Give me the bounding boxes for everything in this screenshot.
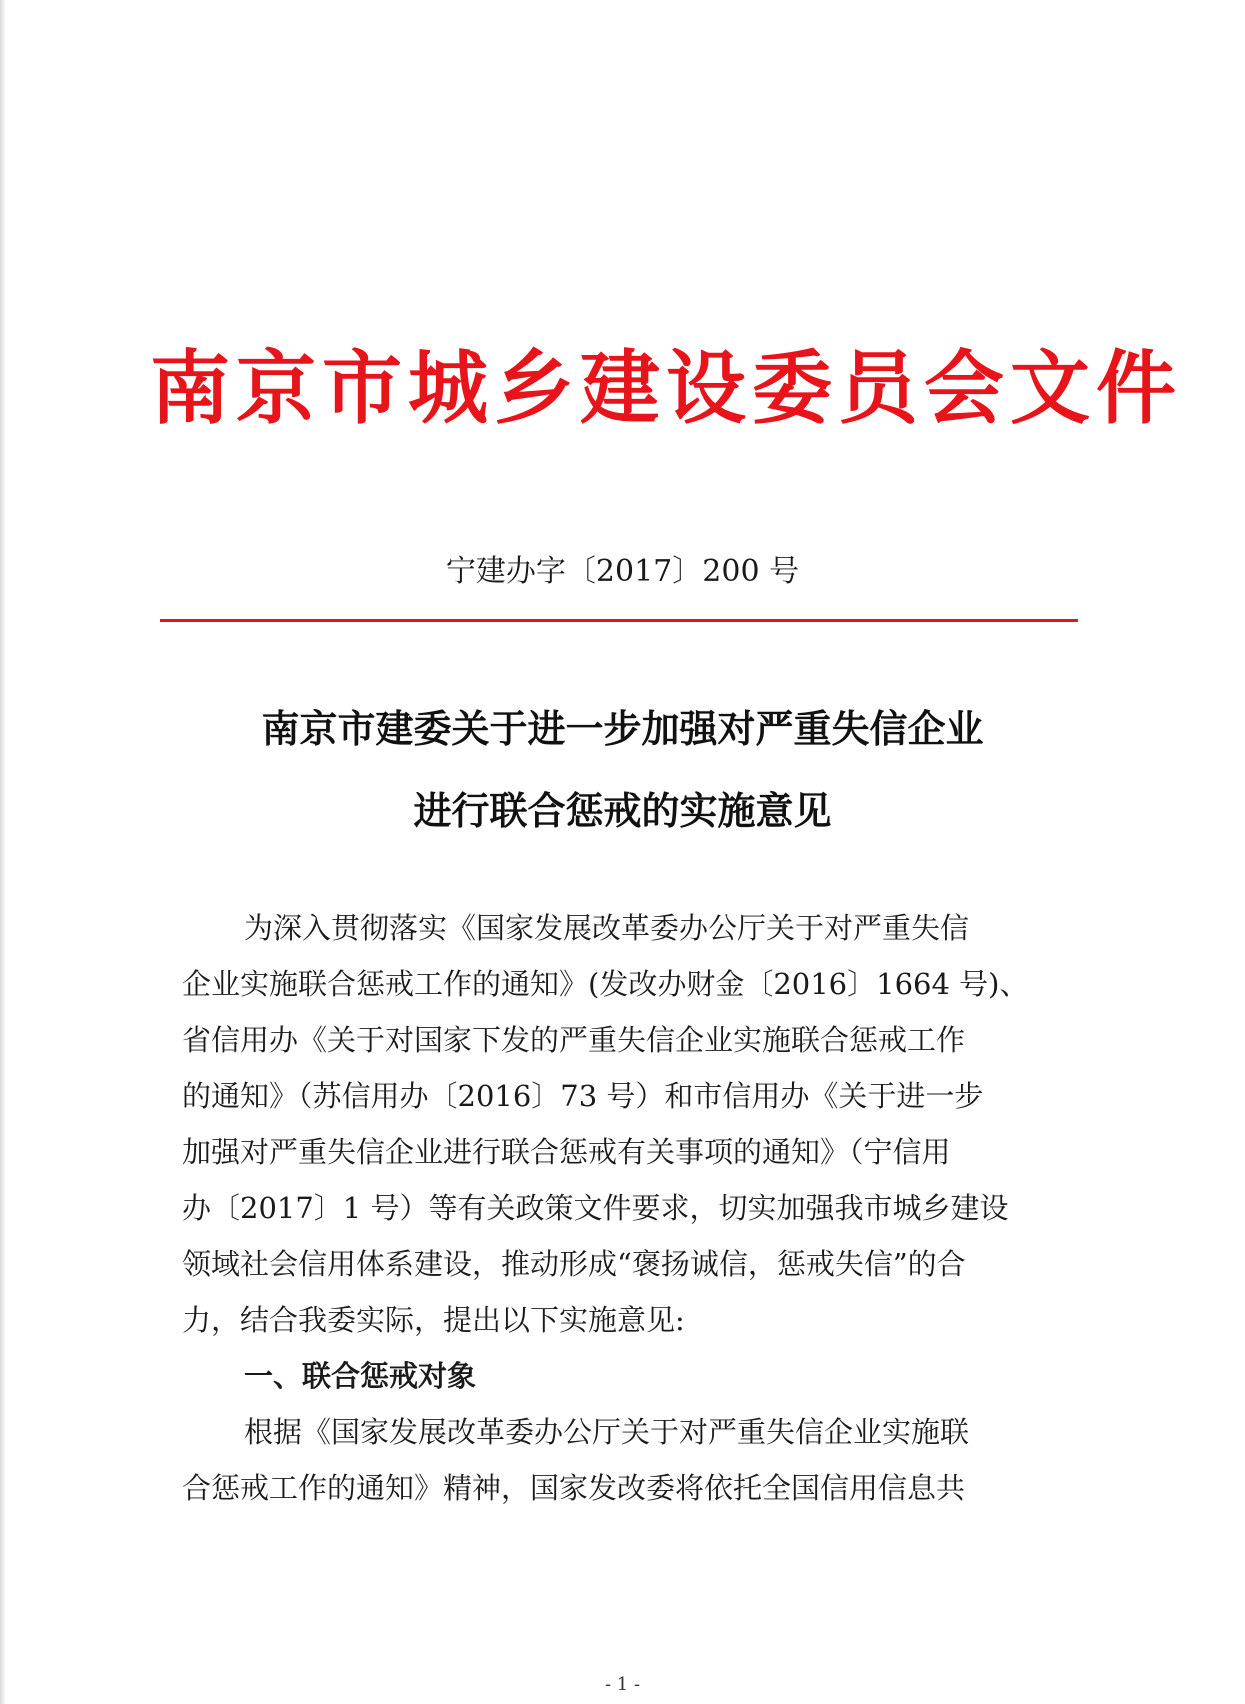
document-heading-line-1: 南京市建委关于进一步加强对严重失信企业 — [261, 707, 984, 751]
scan-edge — [0, 0, 6, 1704]
section-heading: 一、联合惩戒对象 — [244, 1359, 477, 1393]
document-body — [182, 900, 1062, 1516]
document-heading-line-2: 进行联合惩戒的实施意见 — [413, 789, 832, 833]
body-line: 企业实施联合惩戒工作的通知》(发改办财金〔2016〕1664 号)、 — [182, 967, 1029, 1001]
body-line: 合惩戒工作的通知》精神，国家发改委将依托全国信用信息共 — [182, 1471, 966, 1505]
letterhead-divider — [160, 619, 1078, 622]
document-number: 宁建办字〔2017〕200 号 — [445, 554, 800, 589]
body-line: 办〔2017〕1 号）等有关政策文件要求，切实加强我市城乡建设 — [182, 1191, 1009, 1225]
agency-title: 南京市城乡建设委员会文件 — [150, 341, 1182, 435]
body-line: 加强对严重失信企业进行联合惩戒有关事项的通知》（宁信用 — [182, 1135, 951, 1169]
body-line: 根据《国家发展改革委办公厅关于对严重失信企业实施联 — [244, 1415, 970, 1449]
body-line: 力，结合我委实际，提出以下实施意见: — [182, 1303, 685, 1337]
body-line: 为深入贯彻落实《国家发展改革委办公厅关于对严重失信 — [244, 911, 970, 945]
body-line: 省信用办《关于对国家下发的严重失信企业实施联合惩戒工作 — [182, 1023, 966, 1057]
body-line: 领域社会信用体系建设，推动形成“褒扬诚信，惩戒失信”的合 — [182, 1247, 966, 1281]
page-number: - 1 - — [604, 1674, 641, 1695]
body-line: 的通知》（苏信用办〔2016〕73 号）和市信用办《关于进一步 — [182, 1079, 984, 1113]
